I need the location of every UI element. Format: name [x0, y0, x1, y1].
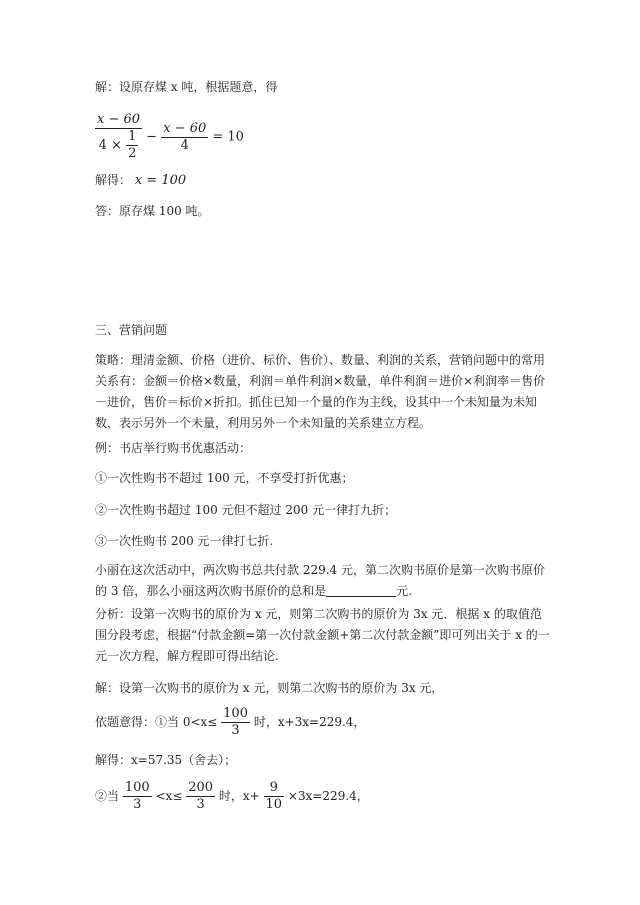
analysis-paragraph: 分析：设第一次购书的原价为 x 元，则第二次购书的原价为 3x 元．根据 x 的取值范围分段考虑，根据“付款金额=第一次付款金额+第二次付款金额”即可列出关于 x 的一元一次方程，解方程即可得出结论.	[95, 607, 550, 663]
nested-fraction-denominator: 2	[128, 146, 137, 161]
fraction-left	[95, 112, 142, 162]
case-2-fraction-2-numerator: 200	[188, 780, 214, 795]
case-1-prefix: 依题意得：①当 0<x≤	[95, 715, 218, 729]
solution2-intro: 解：设第一次购书的原价为 x 元，则第二次购书的原价为 3x 元，	[95, 681, 444, 695]
answer-blank	[326, 584, 396, 597]
rule-1: ①一次性购书不超过 100 元，不享受打折优惠；	[95, 471, 354, 485]
case-1-fraction-denominator: 3	[231, 723, 240, 738]
case-2-fraction-2-denominator: 3	[196, 797, 205, 812]
rule-2: ②一次性购书超过 100 元但不超过 200 元一律打九折；	[95, 503, 397, 517]
fraction-right-numerator: x − 60	[163, 120, 207, 136]
rule-3: ③一次性购书 200 元一律打七折.	[95, 534, 274, 548]
solve-value: x = 100	[134, 173, 187, 188]
question-text: 小丽在这次活动中，两次购书总共付款 229.4 元，第二次购书原价是第一次购书原价的 3 倍，那么小丽这两次购书原价的总和是	[95, 563, 545, 598]
solve-label: 解得：	[95, 173, 132, 187]
case-2-fraction-1-numerator: 100	[124, 780, 150, 795]
case-2-fraction-3-denominator: 10	[265, 797, 283, 812]
case-2-mid: <x≤	[155, 789, 183, 803]
question-paragraph	[95, 560, 550, 602]
minus-sign: −	[146, 129, 158, 145]
nested-fraction-numerator: 1	[128, 129, 137, 144]
question-unit: 元.	[396, 584, 413, 598]
fraction-right	[161, 121, 208, 154]
case-1-fraction-numerator: 100	[223, 706, 248, 721]
fraction-right-denominator: 4	[180, 137, 189, 153]
case-2-fraction-1-denominator: 3	[133, 797, 142, 812]
case-2-after: 时，x+	[218, 789, 260, 803]
case-2-prefix: ②当	[95, 789, 120, 803]
example-intro: 例：书店举行购书优惠活动：	[95, 441, 252, 455]
case-2-fraction-1	[123, 780, 152, 813]
fraction-left-denominator-prefix: 4 ×	[98, 138, 122, 153]
solution-intro: 解：设原存煤 x 吨，根据题意，得	[95, 80, 278, 94]
case-2	[95, 780, 369, 813]
case-1	[95, 706, 365, 739]
case-1-suffix: 时，x+3x=229.4，	[253, 715, 366, 729]
equation-block	[95, 112, 244, 162]
case-2-fraction-3-numerator: 9	[264, 780, 285, 797]
case-2-end: ×3x=229.4，	[287, 789, 369, 803]
fraction-left-denominator	[95, 129, 142, 162]
case-2-fraction-2	[186, 780, 215, 813]
nested-fraction	[126, 129, 138, 162]
strategy-paragraph: 策略：理清金额、价格（进价、标价、售价）、数量、利润的关系，营销问题中的常用关系有：金额＝价格×数量，利润＝单件利润×数量，单件利润＝进价×利润率＝售价－进价，售价＝标价×折扣。抓住已知一个量的作为主线，设其中一个未知量为未知数，表示另外一个未量，利用另外一个未知量的关系建立方程。	[95, 353, 546, 430]
case-1-result: 解得：x=57.35（舍去）；	[95, 753, 237, 767]
answer-line: 答：原存煤 100 吨。	[95, 204, 210, 218]
case-2-fraction-3	[264, 780, 285, 813]
equation-rhs: = 10	[212, 129, 244, 145]
solve-line	[95, 172, 186, 189]
case-1-fraction	[221, 706, 250, 739]
fraction-left-numerator: x − 60	[97, 112, 141, 127]
section-title: 三、营销问题	[95, 323, 168, 337]
